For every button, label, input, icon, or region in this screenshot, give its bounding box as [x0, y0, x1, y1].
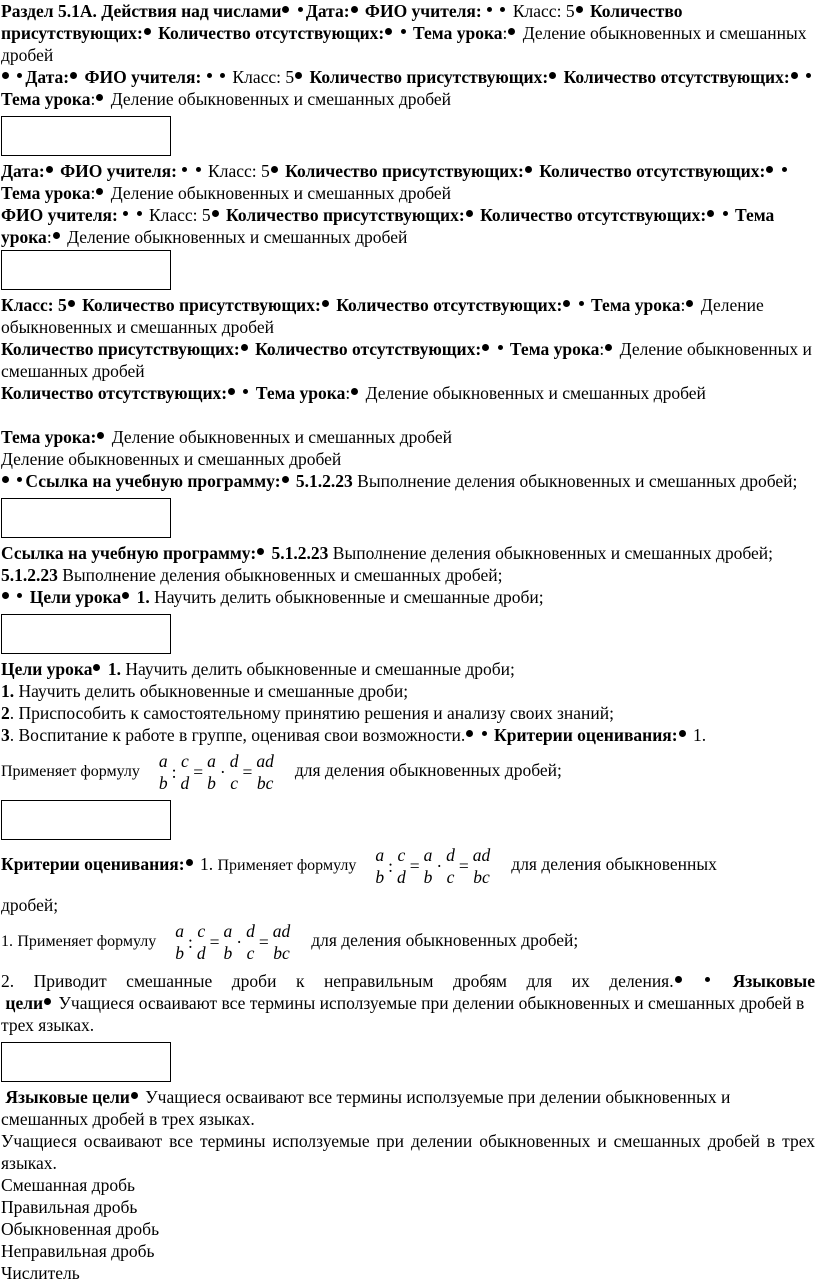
bullet-icon [679, 730, 686, 737]
paragraph-7: Количество отсутствующих: Тема урока: Деление обыкновенных и смешанных дробей [1, 383, 706, 403]
goal-2-text: . Приспособить к самостоятельному принятию решения и анализу своих знаний; [9, 703, 614, 723]
paragraph-9 [1, 448, 815, 470]
language-text: Учащиеся осваивают все термины исползуемые при делении обыкновенных и смешанных дробей в трех языках. [1, 1131, 815, 1173]
bullet-icon [17, 593, 22, 598]
label-present: Количество присутствующих: [1, 339, 240, 359]
empty-frame [1, 1042, 171, 1082]
label-absent: Количество отсутствующих: [480, 205, 707, 225]
topic-text: Деление обыкновенных и смешанных дробей [110, 183, 452, 203]
language-text: Учащиеся осваивают все термины исползуемые при делении обыкновенных и смешанных дробей в трех языках. [1, 1087, 731, 1129]
bullet-icon [97, 432, 104, 439]
class-value: : 5 [556, 1, 575, 21]
bullet-icon [498, 345, 503, 350]
label-topic: Тема урока [1, 183, 91, 203]
term-item: Числитель [1, 1263, 80, 1283]
bullet-icon [2, 72, 9, 79]
formula-line-2 [1, 844, 815, 888]
formula-line-3 [1, 920, 815, 964]
label-date: Дата: [1, 161, 45, 181]
label-teacher: ФИО учителя: [84, 67, 202, 87]
fraction: d c [246, 921, 255, 963]
bullet-icon [686, 300, 693, 307]
bullet-icon [466, 210, 473, 217]
criteria-1-pre: Применяет формулу [217, 857, 357, 875]
label-teacher: ФИО учителя: [364, 1, 482, 21]
label-lang-word2: цели [5, 993, 44, 1013]
paragraph-17 [1, 724, 815, 746]
label-lang-word1: Языковые [732, 971, 815, 991]
paragraph-16 [1, 702, 815, 724]
program-code: 5.1.2.23 [1, 565, 58, 585]
label-topic: Тема урока [509, 339, 600, 359]
fraction: a b [207, 751, 216, 793]
bullet-icon [605, 344, 612, 351]
bullet-icon [241, 344, 248, 351]
bullet-icon [220, 73, 225, 78]
paragraph-20 [1, 992, 815, 1036]
bullet-icon [806, 73, 811, 78]
paragraph-11 [1, 542, 815, 564]
label-topic-colon: Тема урока: [1, 427, 97, 447]
topic-text: Деление обыкновенных и смешанных дробей [67, 227, 408, 247]
paragraph-19 [1, 970, 815, 992]
term-item: Смешанная дробь [1, 1175, 135, 1195]
division-formula: a b : c d = a b · d c = ad bc [375, 845, 491, 887]
paragraph-15 [1, 680, 815, 702]
spacer [1, 404, 815, 426]
bullet-icon [525, 166, 532, 173]
fraction: a b [375, 845, 385, 887]
bullet-icon [766, 166, 773, 173]
label-goals: Цели урока [1, 659, 93, 679]
criteria-1-post-a: для деления обыкновенных [511, 854, 717, 875]
program-text: Выполнение деления обыкновенных и смешанных дробей; [332, 543, 774, 563]
bullet-icon [96, 94, 103, 101]
bullet-icon [228, 388, 235, 395]
bullet-icon [508, 28, 515, 35]
label-absent: Количество отсутствующих: [1, 383, 228, 403]
topic-text: Деление обыкновенных и смешанных дробей [365, 383, 706, 403]
bullet-icon [707, 210, 714, 217]
term-item: Неправильная дробь [1, 1241, 155, 1261]
division-formula: a b : c d = a b · d c = ad bc [158, 751, 274, 793]
label-class: Класс [148, 205, 193, 225]
fraction: c d [396, 845, 406, 887]
bullet-icon [123, 211, 128, 216]
label-goals: Цели урока [29, 587, 122, 607]
fraction: c d [180, 751, 190, 793]
goal-1-text: Научить делить обыкновенные и смешанные дроби; [154, 587, 544, 607]
paragraph-14 [1, 658, 815, 680]
bullet-icon [271, 166, 278, 173]
label-present: Количество присутствующих: [309, 67, 549, 87]
bullet-icon [122, 592, 129, 599]
bullet-icon [186, 859, 193, 866]
bullet-icon [705, 977, 710, 982]
empty-frame [1, 498, 171, 538]
criteria-1-num: 1. [199, 854, 214, 875]
paragraph-10 [1, 470, 815, 492]
empty-frame [1, 614, 171, 654]
fraction: a b [175, 921, 185, 963]
label-absent: Количество отсутствующих: [563, 67, 790, 87]
term-item: Обыкновенная дробь [1, 1219, 160, 1239]
goal-1-text: Научить делить обыкновенные и смешанные дроби; [125, 659, 515, 679]
label-program-link: Ссылка на учебную программу: [1, 543, 257, 563]
fraction: a b [223, 921, 233, 963]
paragraph-21 [1, 1086, 815, 1130]
bullet-icon [322, 300, 329, 307]
bullet-icon [482, 344, 489, 351]
criteria-1-post: для деления обыкновенных дробей; [294, 760, 562, 781]
program-text: Выполнение деления обыкновенных и смешанных дробей; [357, 471, 798, 491]
label-topic: Тема урока [413, 23, 503, 43]
paragraph-1: Раздел 5.1A. Действия над числами Дата: ФИО учителя: Класс: 5 Количество присутствующих: Количество отсутствующих: Тема урока: Деление обыкновенных и смешанных дробей [1, 1, 807, 65]
label-absent: Количество отсутствующих: [158, 23, 385, 43]
topic-text: Деление обыкновенных и смешанных дробей [1, 295, 764, 337]
program-code: 5.1.2.23 [271, 543, 329, 563]
fraction: d c [229, 751, 239, 793]
bullet-icon [791, 72, 798, 79]
division-formula: a b : c d = a b · d c = ad bc [175, 921, 291, 963]
bullet-icon [137, 211, 142, 216]
label-date: Дата: [25, 67, 70, 87]
paragraph-5: Класс: 5 Количество присутствующих: Количество отсутствующих: Тема урока: Деление обыкновенных и смешанных дробей [1, 295, 764, 337]
label-class: Класс [208, 161, 252, 181]
paragraph-2: Дата: ФИО учителя: Класс: 5 Количество присутствующих: Количество отсутствующих: Тема урока: Деление обыкновенных и смешанных дробей [1, 66, 815, 110]
bullet-icon [563, 300, 570, 307]
section-title: Раздел 5.1A. Действия над числами [1, 1, 282, 21]
bullet-icon [782, 167, 787, 172]
goal-3-text: . Воспитание к работе в группе, оценивая свои возможности. [9, 725, 466, 745]
topic-text: Деление обыкновенных и смешанных дробей [1, 23, 807, 65]
fraction: ad bc [272, 921, 291, 963]
paragraph-4: ФИО учителя: Класс: 5 Количество присутствующих: Количество отсутствующих: Тема урока: Деление обыкновенных и смешанных дробей [1, 205, 775, 247]
label-language-goals: Языковые цели [5, 1087, 130, 1107]
goal-1-num: 1. [136, 587, 150, 607]
topic-text: Деление обыкновенных и смешанных дробей [111, 427, 452, 447]
paragraph-8 [1, 426, 815, 448]
fraction: c d [196, 921, 206, 963]
fraction: a b [423, 845, 433, 887]
bullet-icon [466, 730, 473, 737]
bullet-icon [351, 388, 358, 395]
goal-2-num: 2 [1, 703, 10, 723]
bullet-icon [46, 166, 53, 173]
label-topic: Тема урока [255, 383, 346, 403]
label-topic: Тема урока [1, 205, 775, 247]
goal-1-num: 1. [1, 681, 15, 701]
term-item: Правильная дробь [1, 1197, 138, 1217]
label-topic: Тема урока [591, 295, 681, 315]
bullet-icon [93, 664, 100, 671]
bullet-icon [243, 389, 248, 394]
bullet-icon [207, 73, 212, 78]
label-criteria: Критерии оценивания: [494, 725, 678, 745]
label-present: Количество присутствующих: [226, 205, 465, 225]
bullet-icon [96, 188, 103, 195]
paragraph-22 [1, 1130, 815, 1174]
class-value: : 5 [251, 161, 270, 181]
program-code: 5.1.2.23 [295, 471, 353, 491]
topic-text: Деление обыкновенных и смешанных дробей [1, 449, 342, 469]
label-absent: Количество отсутствующих: [255, 339, 482, 359]
fraction: a b [158, 751, 168, 793]
formula-line-1 [1, 750, 815, 794]
paragraph-13 [1, 586, 815, 608]
label-present: Количество присутствующих: [82, 295, 321, 315]
label-criteria: Критерии оценивания: [1, 854, 185, 875]
label-class-bold: Класс: 5 [1, 295, 67, 315]
bullet-icon [196, 167, 201, 172]
paragraph-18 [1, 894, 815, 916]
criteria-1-num: 1. [692, 725, 707, 745]
bullet-icon [351, 6, 358, 13]
bullet-icon [675, 976, 682, 983]
fraction: ad bc [472, 845, 491, 887]
bullet-icon [70, 72, 77, 79]
label-class: Класс [512, 1, 557, 21]
bullet-icon [298, 7, 303, 12]
class-value: : 5 [276, 67, 295, 87]
label-present: Количество присутствующих: [285, 161, 524, 181]
bullet-icon [723, 211, 728, 216]
bullet-icon [182, 167, 187, 172]
label-absent: Количество отсутствующих: [539, 161, 766, 181]
bullet-icon [282, 6, 289, 13]
bullet-icon [131, 1092, 138, 1099]
topic-text: Деление обыкновенных и смешанных дробей [1, 339, 812, 381]
bullet-icon [17, 477, 22, 482]
bullet-icon [68, 300, 75, 307]
bullet-icon [385, 28, 392, 35]
criteria-1-post: для деления обыкновенных дробей; [311, 930, 579, 951]
bullet-icon [401, 29, 406, 34]
program-text: Выполнение деления обыкновенных и смешанных дробей; [62, 565, 503, 585]
bullet-icon [53, 232, 60, 239]
bullet-icon [144, 28, 151, 35]
terms-list [1, 1174, 815, 1284]
criteria-1-pre: Применяет формулу [17, 933, 157, 951]
label-program-link: Ссылка на учебную программу: [25, 471, 281, 491]
empty-frame [1, 800, 171, 840]
label-present: Количество присутствующих: [1, 1, 683, 43]
bullet-icon [257, 548, 264, 555]
criteria-2: 2. Приводит смешанные дроби к неправильным дробям для их деления. [1, 971, 674, 991]
label-teacher: ФИО учителя: [1, 205, 118, 225]
criteria-1-num: 1. [1, 933, 13, 951]
goal-1-num: 1. [107, 659, 121, 679]
bullet-icon [295, 72, 302, 79]
bullet-icon [2, 476, 9, 483]
label-teacher: ФИО учителя: [60, 161, 177, 181]
criteria-1-pre: Применяет формулу [1, 763, 140, 781]
paragraph-6: Количество присутствующих: Количество отсутствующих: Тема урока: Деление обыкновенных и смешанных дробей [1, 339, 812, 381]
bullet-icon [17, 73, 22, 78]
paragraph-12 [1, 564, 815, 586]
paragraph-3: Дата: ФИО учителя: Класс: 5 Количество присутствующих: Количество отсутствующих: Тема урока: Деление обыкновенных и смешанных дробей [1, 160, 815, 204]
fraction: ad bc [256, 751, 274, 793]
empty-frame [1, 116, 171, 156]
bullet-icon [44, 998, 51, 1005]
bullet-icon [549, 72, 556, 79]
label-date: Дата: [305, 1, 350, 21]
goal-1-text: Научить делить обыкновенные и смешанные дроби; [18, 681, 409, 701]
topic-text: Деление обыкновенных и смешанных дробей [110, 89, 452, 109]
bullet-icon [579, 301, 584, 306]
criteria-1-post-b: дробей; [1, 895, 59, 915]
bullet-icon [576, 6, 583, 13]
bullet-icon [482, 731, 487, 736]
language-text: Учащиеся осваивают все термины исползуемые при делении обыкновенных и смешанных дробей в трех языках. [1, 993, 805, 1035]
bullet-icon [487, 7, 492, 12]
bullet-icon [500, 7, 505, 12]
label-class: Класс [232, 67, 277, 87]
bullet-icon [2, 592, 9, 599]
class-value: : 5 [192, 205, 211, 225]
empty-frame [1, 250, 171, 290]
bullet-icon [282, 476, 289, 483]
label-topic: Тема урока [1, 89, 91, 109]
goal-3-num: 3 [1, 725, 10, 745]
label-absent: Количество отсутствующих: [336, 295, 563, 315]
bullet-icon [212, 210, 219, 217]
fraction: d c [446, 845, 455, 887]
